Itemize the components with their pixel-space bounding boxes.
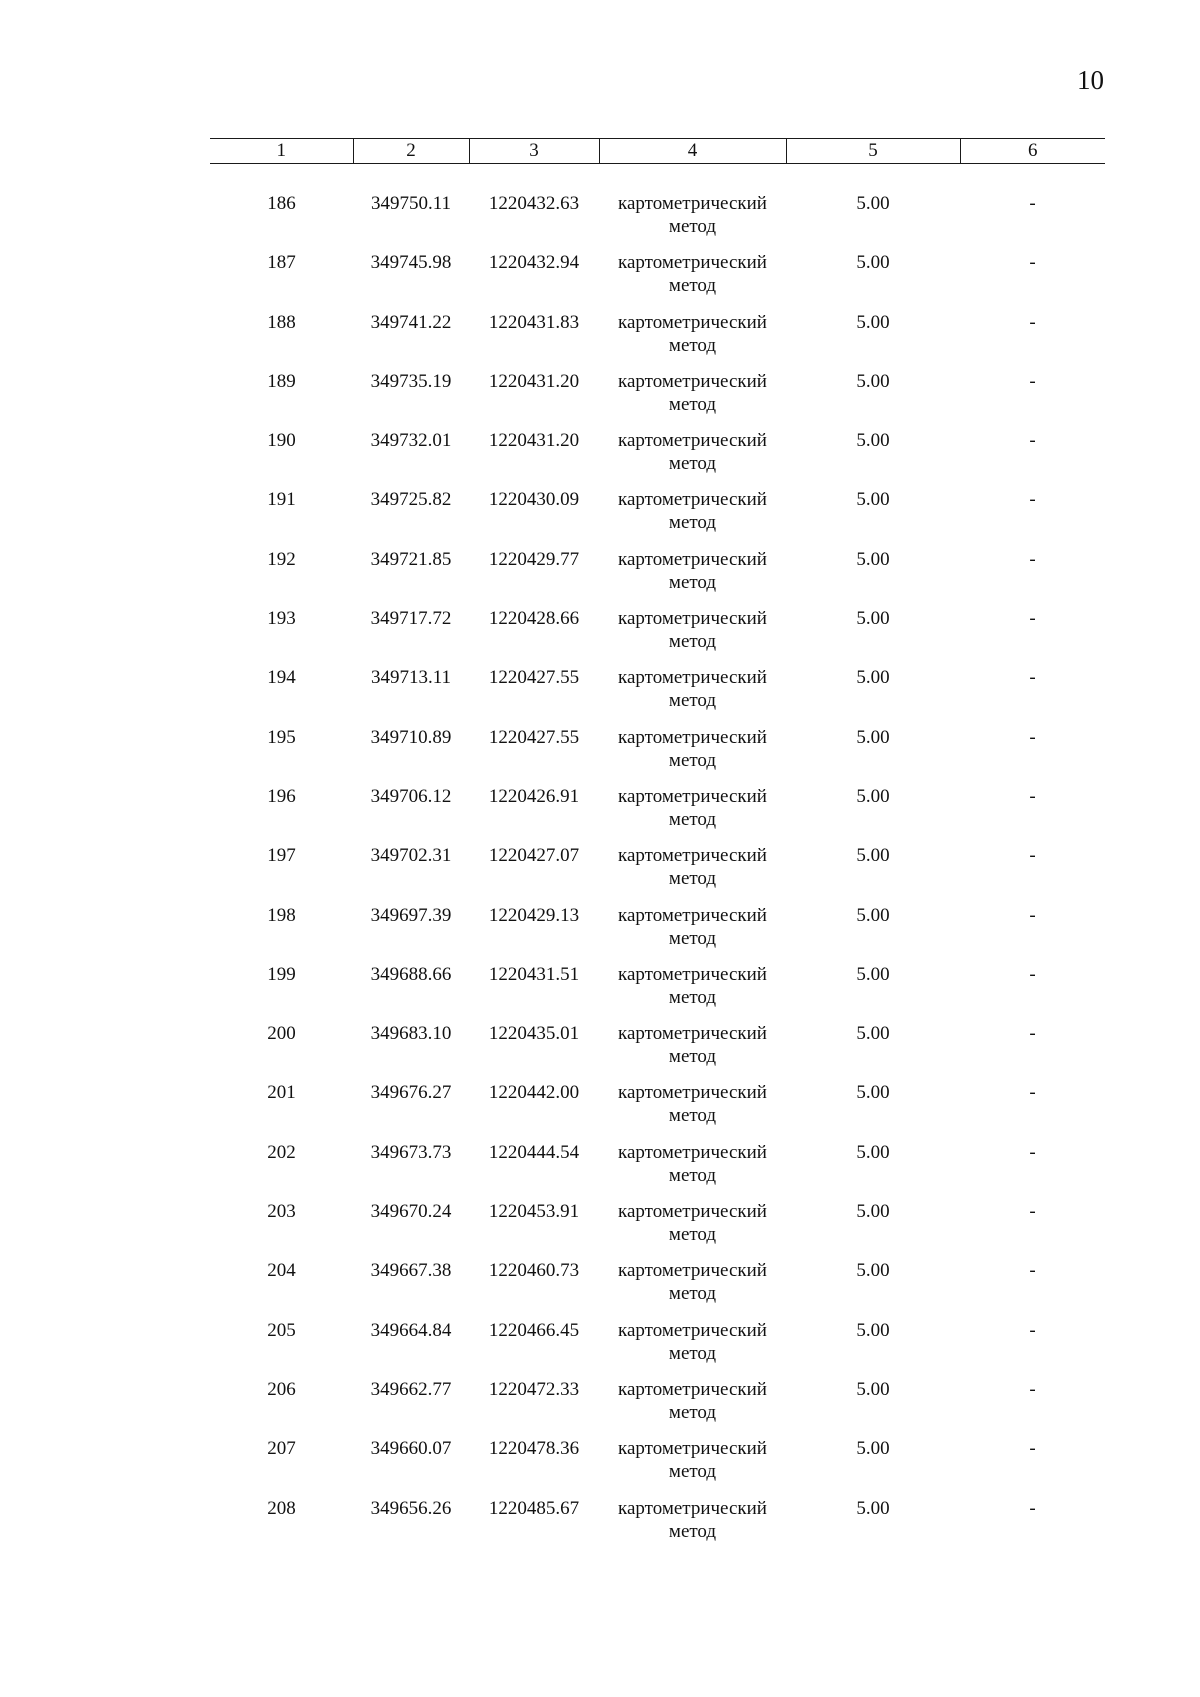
table-row bbox=[210, 726, 1105, 785]
x-coordinate-cell: 349662.77 bbox=[370, 1378, 452, 1400]
table-row bbox=[210, 607, 1105, 666]
table-row bbox=[210, 164, 1105, 252]
table-row bbox=[210, 785, 1105, 844]
x-coordinate-cell: 349688.66 bbox=[370, 963, 452, 985]
accuracy-cell: 5.00 bbox=[856, 963, 890, 985]
method-line-1: картометрический bbox=[618, 1082, 767, 1104]
method-line-1: картометрический bbox=[618, 489, 767, 511]
method-cell bbox=[599, 963, 786, 1022]
note-cell: - bbox=[1029, 608, 1036, 630]
method-cell bbox=[599, 1437, 786, 1496]
point-number-cell: 206 bbox=[267, 1378, 296, 1400]
table-row bbox=[210, 311, 1105, 370]
y-coordinate-cell: 1220429.77 bbox=[488, 548, 580, 570]
point-number-cell: 204 bbox=[267, 1260, 296, 1282]
y-coordinate-cell: 1220432.94 bbox=[488, 252, 580, 274]
method-cell bbox=[599, 666, 786, 725]
accuracy-cell: 5.00 bbox=[856, 1319, 890, 1341]
accuracy-cell: 5.00 bbox=[856, 845, 890, 867]
method-line-2: метод bbox=[668, 1105, 717, 1127]
note-cell: - bbox=[1029, 667, 1036, 689]
method-line-2: метод bbox=[668, 216, 717, 237]
header-row bbox=[210, 139, 1105, 164]
method-line-1: картометрический bbox=[618, 963, 767, 985]
accuracy-cell: 5.00 bbox=[856, 548, 890, 570]
column-header-5: 5 bbox=[786, 139, 960, 164]
method-cell bbox=[599, 311, 786, 370]
coordinates-table bbox=[210, 138, 1105, 1556]
method-line-1: картометрический bbox=[618, 1378, 767, 1400]
table-row bbox=[210, 1022, 1105, 1081]
method-cell bbox=[599, 1378, 786, 1437]
method-line-1: картометрический bbox=[618, 1141, 767, 1163]
note-cell: - bbox=[1029, 252, 1036, 274]
x-coordinate-cell: 349750.11 bbox=[370, 193, 452, 214]
point-number-cell: 192 bbox=[267, 548, 296, 570]
y-coordinate-cell: 1220453.91 bbox=[488, 1201, 580, 1223]
note-cell: - bbox=[1029, 1141, 1036, 1163]
x-coordinate-cell: 349717.72 bbox=[370, 608, 452, 630]
method-line-2: метод bbox=[668, 393, 717, 415]
method-cell bbox=[599, 370, 786, 429]
note-cell: - bbox=[1029, 845, 1036, 867]
note-cell: - bbox=[1029, 1319, 1036, 1341]
accuracy-cell: 5.00 bbox=[856, 608, 890, 630]
x-coordinate-cell: 349673.73 bbox=[370, 1141, 452, 1163]
method-line-2: метод bbox=[668, 631, 717, 653]
method-cell bbox=[599, 844, 786, 903]
method-line-2: метод bbox=[668, 690, 717, 712]
page-number: 10 bbox=[1077, 65, 1104, 95]
method-cell bbox=[599, 1022, 786, 1081]
y-coordinate-cell: 1220442.00 bbox=[488, 1082, 580, 1104]
point-number-cell: 188 bbox=[267, 311, 296, 333]
x-coordinate-cell: 349664.84 bbox=[370, 1319, 452, 1341]
method-line-2: метод bbox=[668, 927, 717, 949]
x-coordinate-cell: 349676.27 bbox=[370, 1082, 452, 1104]
point-number-cell: 193 bbox=[267, 608, 296, 630]
note-cell: - bbox=[1029, 548, 1036, 570]
method-cell bbox=[599, 488, 786, 547]
method-line-2: метод bbox=[668, 808, 717, 830]
y-coordinate-cell: 1220426.91 bbox=[488, 785, 580, 807]
table-row bbox=[210, 963, 1105, 1022]
method-cell bbox=[599, 1141, 786, 1200]
accuracy-cell: 5.00 bbox=[856, 370, 890, 392]
y-coordinate-cell: 1220472.33 bbox=[488, 1378, 580, 1400]
note-cell: - bbox=[1029, 1082, 1036, 1104]
accuracy-cell: 5.00 bbox=[856, 1497, 890, 1519]
x-coordinate-cell: 349670.24 bbox=[370, 1201, 452, 1223]
accuracy-cell: 5.00 bbox=[856, 1260, 890, 1282]
method-line-2: метод bbox=[668, 1520, 717, 1542]
x-coordinate-cell: 349732.01 bbox=[370, 430, 452, 452]
point-number-cell: 198 bbox=[267, 904, 296, 926]
method-line-1: картометрический bbox=[618, 252, 767, 274]
table-row bbox=[210, 488, 1105, 547]
x-coordinate-cell: 349710.89 bbox=[370, 726, 452, 748]
table-row bbox=[210, 666, 1105, 725]
table-row bbox=[210, 370, 1105, 429]
y-coordinate-cell: 1220432.63 bbox=[488, 193, 580, 214]
note-cell: - bbox=[1029, 193, 1036, 214]
x-coordinate-cell: 349683.10 bbox=[370, 1023, 452, 1045]
point-number-cell: 187 bbox=[267, 252, 296, 274]
method-cell bbox=[599, 251, 786, 310]
accuracy-cell: 5.00 bbox=[856, 904, 890, 926]
column-header-4: 4 bbox=[599, 139, 786, 164]
method-line-1: картометрический bbox=[618, 608, 767, 630]
accuracy-cell: 5.00 bbox=[856, 1141, 890, 1163]
accuracy-cell: 5.00 bbox=[856, 193, 890, 214]
method-line-1: картометрический bbox=[618, 1260, 767, 1282]
x-coordinate-cell: 349721.85 bbox=[370, 548, 452, 570]
method-line-1: картометрический bbox=[618, 1023, 767, 1045]
point-number-cell: 191 bbox=[267, 489, 296, 511]
point-number-cell: 200 bbox=[267, 1023, 296, 1045]
x-coordinate-cell: 349660.07 bbox=[370, 1438, 452, 1460]
point-number-cell: 207 bbox=[267, 1438, 296, 1460]
note-cell: - bbox=[1029, 430, 1036, 452]
table-row bbox=[210, 1259, 1105, 1318]
method-line-2: метод bbox=[668, 1224, 717, 1246]
note-cell: - bbox=[1029, 1378, 1036, 1400]
point-number-cell: 199 bbox=[267, 963, 296, 985]
accuracy-cell: 5.00 bbox=[856, 252, 890, 274]
method-line-1: картометрический bbox=[618, 311, 767, 333]
table-row bbox=[210, 429, 1105, 488]
note-cell: - bbox=[1029, 963, 1036, 985]
note-cell: - bbox=[1029, 1438, 1036, 1460]
column-header-3: 3 bbox=[469, 139, 599, 164]
x-coordinate-cell: 349706.12 bbox=[370, 785, 452, 807]
y-coordinate-cell: 1220430.09 bbox=[488, 489, 580, 511]
accuracy-cell: 5.00 bbox=[856, 726, 890, 748]
method-cell bbox=[599, 164, 786, 252]
method-line-1: картометрический bbox=[618, 726, 767, 748]
note-cell: - bbox=[1029, 370, 1036, 392]
method-line-1: картометрический bbox=[618, 785, 767, 807]
note-cell: - bbox=[1029, 1023, 1036, 1045]
table-row bbox=[210, 1497, 1105, 1556]
y-coordinate-cell: 1220427.55 bbox=[488, 667, 580, 689]
method-line-2: метод bbox=[668, 868, 717, 890]
accuracy-cell: 5.00 bbox=[856, 489, 890, 511]
method-line-1: картометрический bbox=[618, 430, 767, 452]
x-coordinate-cell: 349697.39 bbox=[370, 904, 452, 926]
y-coordinate-cell: 1220444.54 bbox=[488, 1141, 580, 1163]
accuracy-cell: 5.00 bbox=[856, 785, 890, 807]
method-cell bbox=[599, 726, 786, 785]
point-number-cell: 208 bbox=[267, 1497, 296, 1519]
accuracy-cell: 5.00 bbox=[856, 1201, 890, 1223]
point-number-cell: 194 bbox=[267, 667, 296, 689]
method-line-1: картометрический bbox=[618, 1438, 767, 1460]
point-number-cell: 205 bbox=[267, 1319, 296, 1341]
method-cell bbox=[599, 1200, 786, 1259]
method-line-1: картометрический bbox=[618, 904, 767, 926]
y-coordinate-cell: 1220478.36 bbox=[488, 1438, 580, 1460]
table-row bbox=[210, 904, 1105, 963]
note-cell: - bbox=[1029, 726, 1036, 748]
note-cell: - bbox=[1029, 1497, 1036, 1519]
y-coordinate-cell: 1220431.51 bbox=[488, 963, 580, 985]
method-line-1: картометрический bbox=[618, 1201, 767, 1223]
point-number-cell: 201 bbox=[267, 1082, 296, 1104]
note-cell: - bbox=[1029, 1201, 1036, 1223]
note-cell: - bbox=[1029, 311, 1036, 333]
point-number-cell: 190 bbox=[267, 430, 296, 452]
y-coordinate-cell: 1220431.83 bbox=[488, 311, 580, 333]
column-header-2: 2 bbox=[353, 139, 469, 164]
table-row bbox=[210, 1141, 1105, 1200]
y-coordinate-cell: 1220429.13 bbox=[488, 904, 580, 926]
table-row bbox=[210, 844, 1105, 903]
table-header bbox=[210, 139, 1105, 164]
method-line-1: картометрический bbox=[618, 548, 767, 570]
column-header-6: 6 bbox=[960, 139, 1105, 164]
accuracy-cell: 5.00 bbox=[856, 1438, 890, 1460]
method-cell bbox=[599, 1497, 786, 1556]
table-row bbox=[210, 1378, 1105, 1437]
x-coordinate-cell: 349702.31 bbox=[370, 845, 452, 867]
y-coordinate-cell: 1220460.73 bbox=[488, 1260, 580, 1282]
x-coordinate-cell: 349656.26 bbox=[370, 1497, 452, 1519]
method-line-2: метод bbox=[668, 1164, 717, 1186]
note-cell: - bbox=[1029, 1260, 1036, 1282]
table-row bbox=[210, 251, 1105, 310]
method-line-2: метод bbox=[668, 571, 717, 593]
y-coordinate-cell: 1220431.20 bbox=[488, 370, 580, 392]
table-row bbox=[210, 548, 1105, 607]
y-coordinate-cell: 1220431.20 bbox=[488, 430, 580, 452]
method-cell bbox=[599, 607, 786, 666]
method-cell bbox=[599, 904, 786, 963]
point-number-cell: 196 bbox=[267, 785, 296, 807]
method-line-2: метод bbox=[668, 986, 717, 1008]
method-line-2: метод bbox=[668, 1046, 717, 1068]
method-cell bbox=[599, 429, 786, 488]
table-row bbox=[210, 1200, 1105, 1259]
table-row bbox=[210, 1319, 1105, 1378]
method-line-2: метод bbox=[668, 334, 717, 356]
table-row bbox=[210, 1081, 1105, 1140]
method-line-2: метод bbox=[668, 1283, 717, 1305]
accuracy-cell: 5.00 bbox=[856, 1378, 890, 1400]
y-coordinate-cell: 1220435.01 bbox=[488, 1023, 580, 1045]
x-coordinate-cell: 349667.38 bbox=[370, 1260, 452, 1282]
method-line-2: метод bbox=[668, 275, 717, 297]
y-coordinate-cell: 1220485.67 bbox=[488, 1497, 580, 1519]
method-cell bbox=[599, 1319, 786, 1378]
note-cell: - bbox=[1029, 785, 1036, 807]
accuracy-cell: 5.00 bbox=[856, 1082, 890, 1104]
method-line-2: метод bbox=[668, 1401, 717, 1423]
method-line-2: метод bbox=[668, 1342, 717, 1364]
accuracy-cell: 5.00 bbox=[856, 430, 890, 452]
method-line-2: метод bbox=[668, 512, 717, 534]
x-coordinate-cell: 349735.19 bbox=[370, 370, 452, 392]
point-number-cell: 202 bbox=[267, 1141, 296, 1163]
method-line-1: картометрический bbox=[618, 1319, 767, 1341]
point-number-cell: 203 bbox=[267, 1201, 296, 1223]
y-coordinate-cell: 1220427.07 bbox=[488, 845, 580, 867]
y-coordinate-cell: 1220428.66 bbox=[488, 608, 580, 630]
method-cell bbox=[599, 1259, 786, 1318]
method-cell bbox=[599, 785, 786, 844]
point-number-cell: 195 bbox=[267, 726, 296, 748]
table-body bbox=[210, 164, 1105, 1556]
point-number-cell: 197 bbox=[267, 845, 296, 867]
y-coordinate-cell: 1220427.55 bbox=[488, 726, 580, 748]
y-coordinate-cell: 1220466.45 bbox=[488, 1319, 580, 1341]
method-line-1: картометрический bbox=[618, 370, 767, 392]
coordinates-table-container bbox=[210, 138, 1105, 1556]
point-number-cell: 186 bbox=[267, 193, 296, 214]
method-cell bbox=[599, 548, 786, 607]
method-line-2: метод bbox=[668, 1461, 717, 1483]
method-line-1: картометрический bbox=[618, 845, 767, 867]
x-coordinate-cell: 349741.22 bbox=[370, 311, 452, 333]
x-coordinate-cell: 349713.11 bbox=[370, 667, 452, 689]
point-number-cell: 189 bbox=[267, 370, 296, 392]
table-row bbox=[210, 1437, 1105, 1496]
accuracy-cell: 5.00 bbox=[856, 1023, 890, 1045]
method-line-1: картометрический bbox=[618, 667, 767, 689]
method-line-2: метод bbox=[668, 749, 717, 771]
x-coordinate-cell: 349725.82 bbox=[370, 489, 452, 511]
column-header-1: 1 bbox=[210, 139, 353, 164]
note-cell: - bbox=[1029, 904, 1036, 926]
method-line-1: картометрический bbox=[618, 193, 767, 214]
method-cell bbox=[599, 1081, 786, 1140]
x-coordinate-cell: 349745.98 bbox=[370, 252, 452, 274]
accuracy-cell: 5.00 bbox=[856, 311, 890, 333]
method-line-2: метод bbox=[668, 453, 717, 475]
accuracy-cell: 5.00 bbox=[856, 667, 890, 689]
method-line-1: картометрический bbox=[618, 1497, 767, 1519]
note-cell: - bbox=[1029, 489, 1036, 511]
